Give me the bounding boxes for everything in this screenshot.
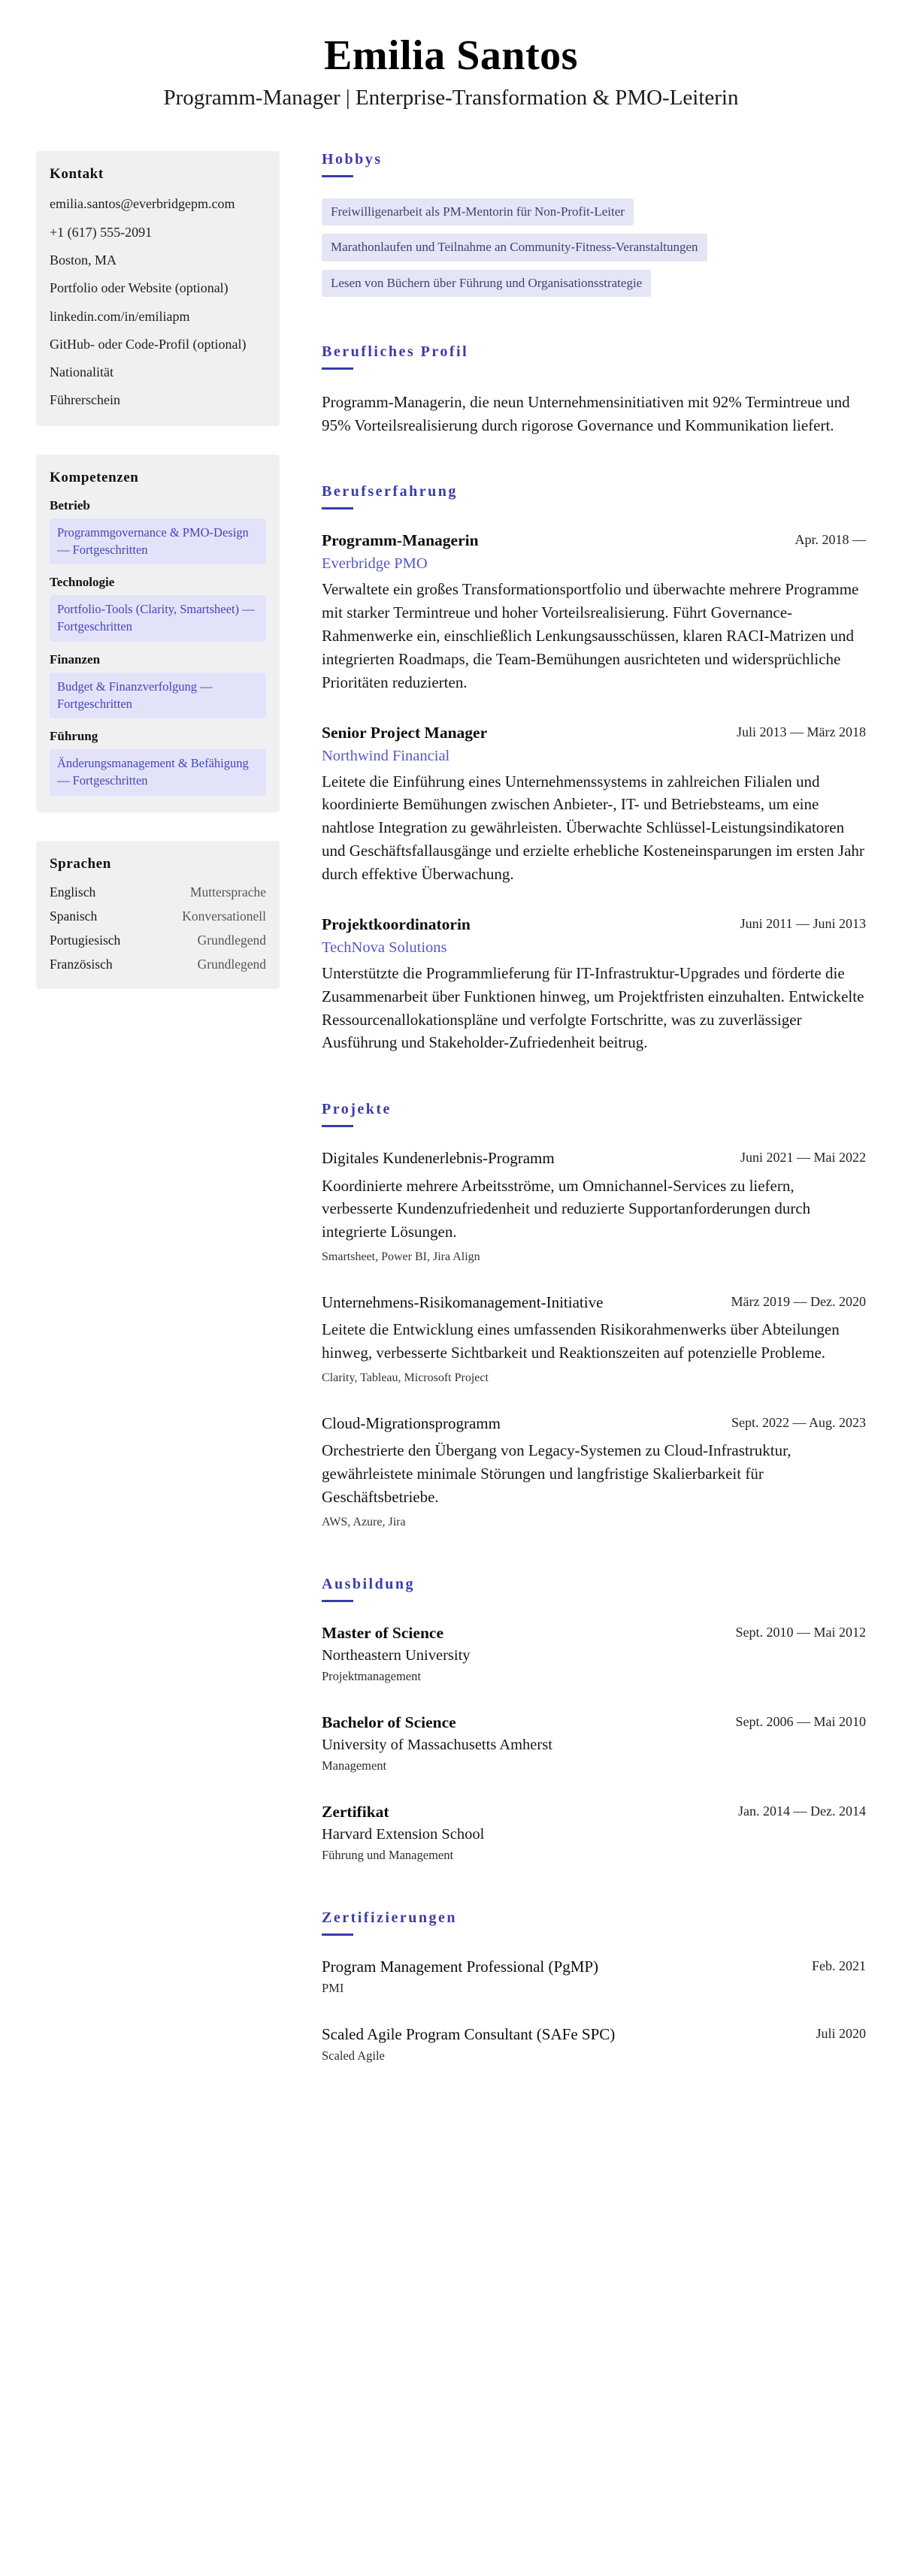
project-tech-list: Clarity, Tableau, Microsoft Project [322,1371,489,1385]
contact-location: Boston, MA [50,252,117,268]
project-name: Cloud-Migrationsprogramm [322,1414,501,1433]
hobby-chip: Marathonlaufen und Teilnahme an Community-Fitness-Veranstaltungen [322,234,707,261]
section-certifications [322,1909,866,2064]
project-dates: Sept. 2022 — Aug. 2023 [731,1415,866,1431]
job-title: Senior Project Manager [322,723,488,742]
contact-box [36,151,280,425]
project-header [322,1148,866,1169]
job-description: Verwaltete ein großes Transformationsportfolio und überwachte mehrere Programme mit starker Termintreue und hoher Vorteilsrealisierung. Führt Governance-Rahmenwerke ein, einschließlich Lenkungsausschüssen, klaren RACI-Matrizen und integrierten Roadmaps, die Team-Bemühungen ausrichteten und widersprüchliche Prioritäten reduzierten. [322,580,859,691]
education-field: Management [322,1758,387,1773]
job-title: Programm-Managerin [322,531,479,550]
certification-header [322,1957,866,1977]
skill-group-label: Führung [50,729,98,744]
section-underline [322,1125,353,1127]
education-entry [322,1713,866,1773]
skill-chip: Budget & Finanzverfolgung — Fortgeschritten [50,673,266,719]
person-headline: Programm-Manager | Enterprise-Transformation & PMO-Leiterin [163,86,739,110]
language-name: Portugiesisch [50,932,121,948]
sidebar [36,151,280,989]
contact-title: Kontakt [50,166,104,183]
section-title: Hobbys [322,151,383,168]
job-description: Unterstützte die Programmlieferung für IT-Infrastruktur-Upgrades und förderte die Zusammenarbeit über Funktionen hinweg, um Projektfristen einzuhalten. Entwickelte Ressourcenallokationspläne und verfolgte Fortschritte, was zu zuverlässiger Ausführung und Stakeholder-Zufriedenheit beitrug. [322,963,864,1052]
skills-box [36,455,280,812]
language-row [50,884,266,900]
section-title: Zertifizierungen [322,1909,457,1926]
content-columns [36,151,866,2064]
language-name: Englisch [50,884,96,899]
section-head [322,1101,866,1127]
education-degree: Master of Science [322,1624,443,1642]
education-degree: Bachelor of Science [322,1713,456,1731]
skill-chip: Portfolio-Tools (Clarity, Smartsheet) — Fortgeschritten [50,595,266,642]
job-company: Northwind Financial [322,747,450,764]
job-entry [322,723,866,886]
certification-entry [322,2024,866,2064]
education-dates: Sept. 2010 — Mai 2012 [735,1625,866,1640]
certification-name: Scaled Agile Program Consultant (SAFe SPC) [322,2025,616,2044]
certification-date: Juli 2020 [816,2026,866,2042]
education-school: Northeastern University [322,1646,471,1664]
certification-entry [322,1957,866,1996]
section-projects [322,1101,866,1529]
project-dates: März 2019 — Dez. 2020 [731,1294,866,1310]
contact-phone: +1 (617) 555-2091 [50,224,153,240]
hobby-chip: Lesen von Büchern über Führung und Organisationsstrategie [322,270,651,297]
language-level: Konversationell [182,908,266,924]
language-level: Grundlegend [197,956,266,972]
language-level: Muttersprache [189,884,266,899]
contact-github: GitHub- oder Code-Profil (optional) [50,336,247,352]
education-entry [322,1623,866,1684]
language-level: Grundlegend [197,932,266,948]
job-dates: Apr. 2018 — [795,532,866,548]
education-field: Projektmanagement [322,1668,421,1683]
hobby-chip: Freiwilligenarbeit als PM-Mentorin für Non-Profit-Leiter [322,198,634,225]
certification-issuer: PMI [322,1981,344,1996]
certification-header [322,2024,866,2045]
section-head [322,483,866,509]
contact-drivers-license: Führerschein [50,392,120,408]
certification-issuer: Scaled Agile [322,2048,385,2064]
job-entry [322,915,866,1054]
skill-chip: Änderungsmanagement & Befähigung — Fortgeschritten [50,749,266,796]
language-name: Spanisch [50,908,98,924]
job-company: Everbridge PMO [322,555,428,573]
section-underline [322,1934,353,1936]
profile-summary: Programm-Managerin, die neun Unternehmensinitiativen mit 92% Termintreue und 95% Vorteilsrealisierung durch rigorose Governance und Kommunikation liefert. [322,392,850,434]
project-description: Koordinierte mehrere Arbeitsströme, um Omnichannel-Services zu liefern, verbesserte Kundenzufriedenheit und reduzierte Supportanforderungen durch integrierte Lösungen. [322,1176,811,1241]
job-header [322,723,866,744]
project-header [322,1293,866,1313]
contact-email: emilia.santos@everbridgepm.com [50,196,235,212]
section-title: Projekte [322,1101,392,1118]
resume-header [36,32,866,110]
project-tech-list: AWS, Azure, Jira [322,1516,406,1528]
section-underline [322,175,353,177]
section-title: Berufliches Profil [322,343,469,360]
education-header [322,1623,866,1644]
project-header [322,1413,866,1434]
main-column [322,151,866,2064]
skills-title: Kompetenzen [50,469,139,485]
education-header [322,1802,866,1823]
person-name: Emilia Santos [324,32,578,79]
job-description: Leitete die Einführung eines Unternehmenssystems in zahlreichen Filialen und koordinierte Bemühungen zwischen Anbieter-, IT- und Betriebsteams, um eine nahtlose Integration zu gewährleisten. Überwachte Schlüssel-Leistungsindikatoren und Geschäftsfallausgänge und erzielte erhebliche Kosteneinsparungen im ersten Jahr durch effektive Überwachung. [322,772,864,883]
job-dates: Juni 2011 — Juni 2013 [740,915,866,931]
education-degree: Zertifikat [322,1802,389,1821]
languages-title: Sprachen [50,855,111,872]
project-entry [322,1293,866,1385]
job-title: Projektkoordinatorin [322,915,471,933]
project-tech-list: Smartsheet, Power BI, Jira Align [322,1250,480,1264]
project-description: Leitete die Entwicklung eines umfassenden Risikorahmenwerks über Abteilungen hinweg, verbesserte Sichtbarkeit und Reaktionszeiten auf potenzielle Probleme. [322,1320,840,1362]
project-description: Orchestrierte den Übergang von Legacy-Systemen zu Cloud-Infrastruktur, gewährleistete minimale Störungen und langfristige Skalierbarkeit für Geschäftsbetriebe. [322,1441,792,1507]
languages-box [36,841,280,989]
section-experience [322,483,866,1054]
certification-name: Program Management Professional (PgMP) [322,1957,599,1976]
job-header [322,531,866,552]
section-hobbies [322,151,866,296]
contact-website: Portfolio oder Website (optional) [50,280,229,296]
certification-date: Feb. 2021 [812,1958,866,1973]
job-company: TechNova Solutions [322,939,447,956]
language-name: Französisch [50,956,113,972]
education-dates: Sept. 2006 — Mai 2010 [735,1713,866,1729]
contact-nationality: Nationalität [50,364,114,380]
section-underline [322,1600,353,1602]
job-entry [322,531,866,694]
job-dates: Juli 2013 — März 2018 [737,724,866,739]
language-row [50,957,266,972]
project-name: Unternehmens-Risikomanagement-Initiative [322,1293,604,1312]
skill-chip: Programmgovernance & PMO-Design — Fortgeschritten [50,519,266,565]
section-underline [322,507,353,509]
education-field: Führung und Management [322,1847,454,1862]
skill-group-label: Technologie [50,575,115,590]
skill-group-label: Finanzen [50,652,101,667]
contact-linkedin: linkedin.com/in/emiliapm [50,308,190,324]
section-head [322,151,866,177]
project-dates: Juni 2021 — Mai 2022 [740,1150,866,1166]
section-underline [322,367,353,370]
education-school: University of Massachusetts Amherst [322,1736,552,1753]
skill-group-label: Betrieb [50,497,90,512]
project-entry [322,1413,866,1529]
skill-group [50,498,266,565]
section-profile [322,343,866,437]
section-title: Ausbildung [322,1576,415,1592]
section-head [322,1909,866,1936]
skill-group [50,652,266,719]
education-entry [322,1802,866,1863]
section-head [322,1576,866,1602]
section-head [322,343,866,370]
education-dates: Jan. 2014 — Dez. 2014 [738,1803,866,1819]
language-row [50,933,266,948]
section-title: Berufserfahrung [322,483,458,500]
education-school: Harvard Extension School [322,1825,485,1843]
language-row [50,909,266,924]
education-header [322,1713,866,1734]
project-name: Digitales Kundenerlebnis-Programm [322,1149,555,1168]
section-education [322,1576,866,1863]
project-entry [322,1148,866,1264]
job-header [322,915,866,936]
skill-group [50,729,266,796]
skill-group [50,575,266,642]
